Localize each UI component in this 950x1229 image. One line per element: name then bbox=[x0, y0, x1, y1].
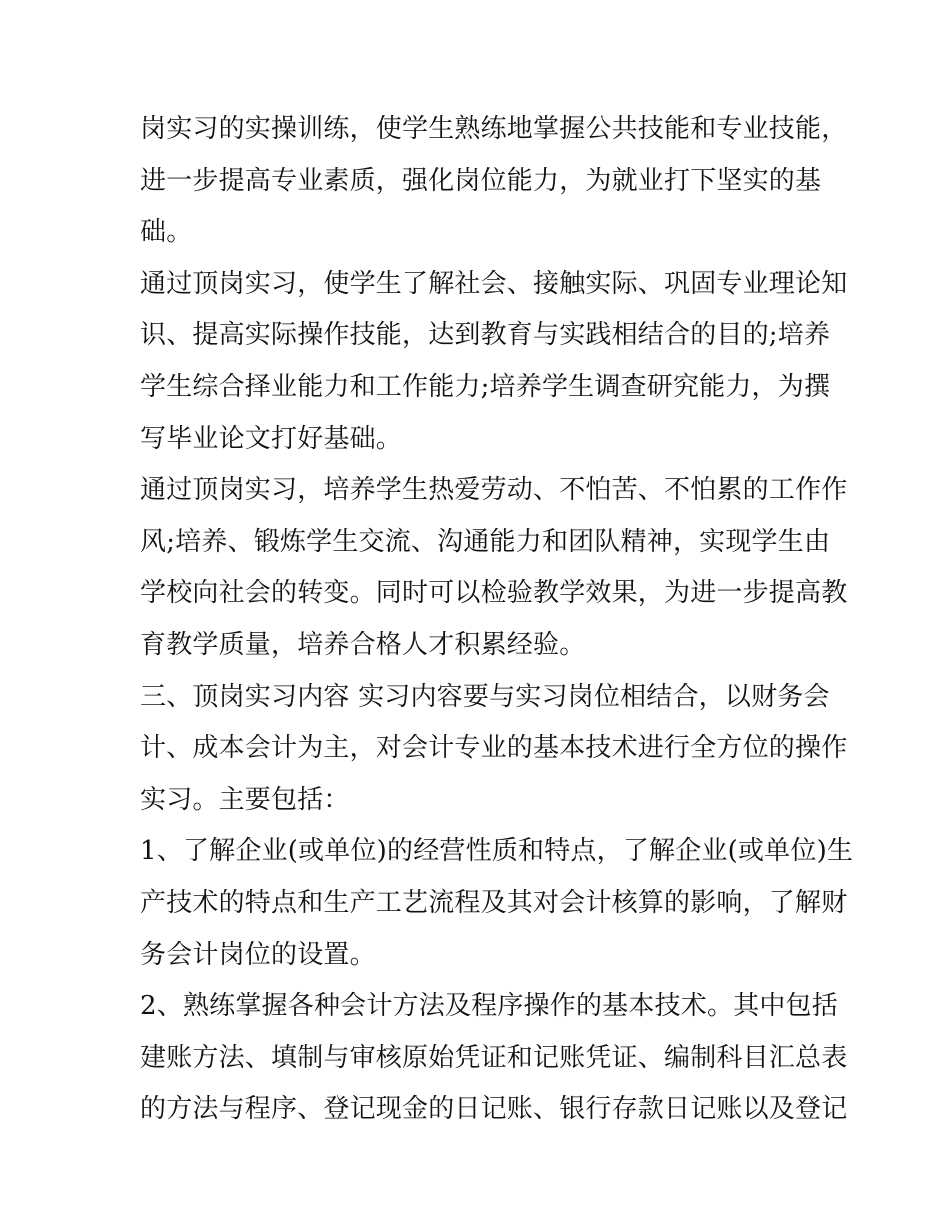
text-line: 通过顶岗实习，培养学生热爱劳动、不怕苦、不怕累的工作作 bbox=[140, 475, 848, 506]
text-line: 通过顶岗实习，使学生了解社会、接触实际、巩固专业理论知 bbox=[140, 268, 848, 299]
text-line: 产技术的特点和生产工艺流程及其对会计核算的影响，了解财 bbox=[140, 887, 848, 918]
paragraph-section-three-content bbox=[140, 672, 848, 827]
text-line: 1、了解企业(或单位)的经营性质和特点，了解企业(或单位)生 bbox=[140, 836, 854, 867]
text-line: 三、顶岗实习内容 实习内容要与实习岗位相结合，以财务会 bbox=[140, 681, 830, 712]
text-line: 建账方法、填制与审核原始凭证和记账凭证、编制科目汇总表 bbox=[140, 1042, 848, 1073]
text-line: 学生综合择业能力和工作能力;培养学生调查研究能力，为撰 bbox=[140, 371, 831, 402]
paragraph-internship-training-purpose bbox=[140, 104, 848, 259]
text-line: 识、提高实际操作技能，达到教育与实践相结合的目的;培养 bbox=[140, 320, 831, 351]
text-line: 岗实习的实操训练，使学生熟练地掌握公共技能和专业技能， bbox=[140, 114, 848, 144]
text-line: 的方法与程序、登记现金的日记账、银行存款日记账以及登记 bbox=[140, 1094, 848, 1125]
text-line: 育教学质量，培养合格人才积累经验。 bbox=[140, 629, 586, 660]
document-body bbox=[140, 104, 854, 1136]
text-line: 学校向社会的转变。同时可以检验教学效果，为进一步提高教 bbox=[140, 578, 848, 609]
paragraph-understand-society bbox=[140, 259, 848, 465]
text-line: 进一步提高专业素质，强化岗位能力，为就业打下坚实的基 bbox=[140, 165, 822, 196]
text-line: 务会计岗位的设置。 bbox=[140, 939, 376, 970]
text-line: 写毕业论文打好基础。 bbox=[140, 423, 403, 454]
text-line: 计、成本会计为主，对会计专业的基本技术进行全方位的操作 bbox=[140, 733, 848, 764]
paragraph-item-two bbox=[140, 981, 848, 1136]
text-line: 风;培养、锻炼学生交流、沟通能力和团队精神，实现学生由 bbox=[140, 526, 831, 557]
text-line: 础。 bbox=[140, 217, 193, 248]
text-line: 2、熟练掌握各种会计方法及程序操作的基本技术。其中包括 bbox=[140, 991, 838, 1022]
paragraph-work-style bbox=[140, 465, 848, 671]
paragraph-item-one bbox=[140, 826, 854, 981]
text-line: 实习。主要包括： bbox=[140, 784, 350, 815]
